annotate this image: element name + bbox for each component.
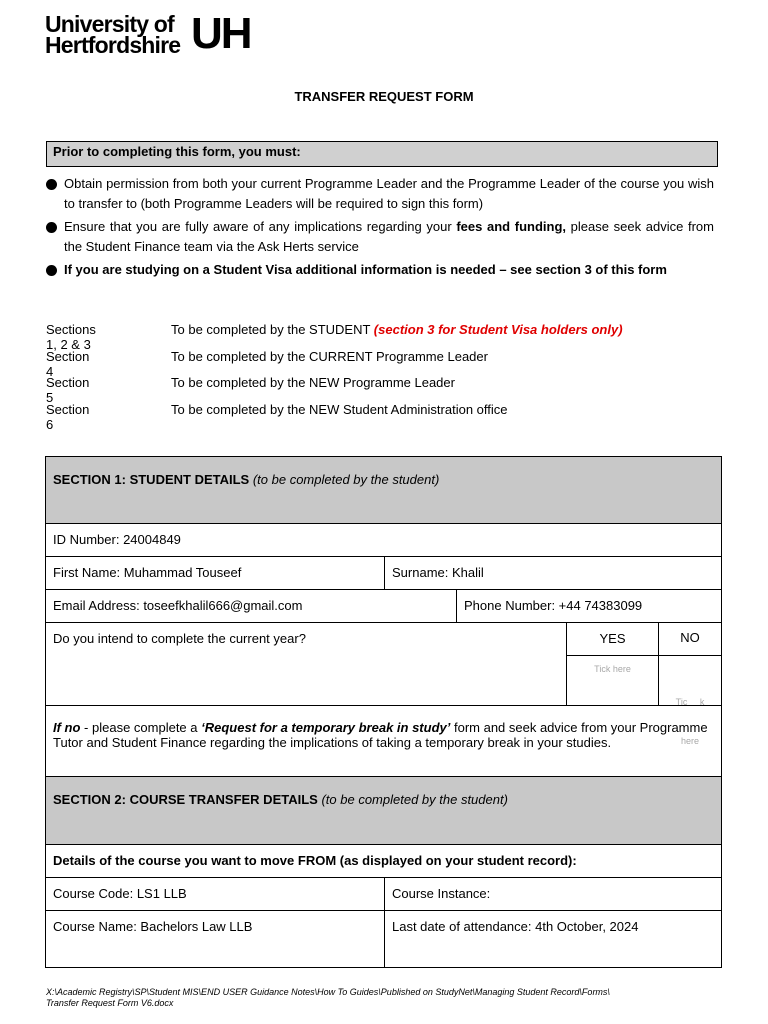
if-no-text-a: - please complete a [80,720,202,735]
section-desc: To be completed by the NEW Programme Leader [171,375,455,390]
requirement-text: Obtain permission from both your current Programme Leader and the Programme Leader of the course you wish to transfer to (both Programme Leaders will be required to sign this form) [64,176,714,211]
requirement-item [46,260,714,280]
section1-header-cell [46,457,721,523]
requirement-item [46,174,714,214]
no-tick-text-2: here [680,736,699,746]
logo-wordmark [45,11,181,58]
if-no-text-b: form and seek advice from your Programme Tutor and Student Finance regarding the implications of taking a temporary break in your studies. [53,720,708,750]
requirements-list [46,174,714,283]
last-attendance-field[interactable]: Last date of attendance: 4th October, 2024 [384,911,721,967]
bullet-icon [46,179,57,190]
if-no-form-name: ‘Request for a temporary break in study’ [201,720,451,735]
no-column [658,623,721,746]
requirement-emphasis: fees and funding, [456,219,567,234]
id-number-row [46,524,721,557]
section1-header [46,457,721,524]
course-code-field[interactable]: Course Code: LS1 LLB [53,886,187,901]
phone-field[interactable]: Phone Number: +44 74383099 [456,590,721,622]
course-name-field[interactable]: Course Name: Bachelors Law LLB [53,919,253,934]
no-label: NO [659,623,721,656]
section-label: Section 6 [46,401,90,432]
student-form-table [45,456,722,968]
footer-path: X:\Academic Registry\SP\Student MIS\END USER Guidance Notes\How To Guides\Published on StudyNet\Managing Student Record\Forms\ [46,987,610,997]
course-from-row [46,845,721,878]
requirement-text: If you are studying on a Student Visa additional information is needed – see section 3 of this form [64,262,667,277]
email-field[interactable]: Email Address: toseefkhalil666@gmail.com [53,598,303,613]
section-desc: To be completed by the CURRENT Programme Leader [171,348,488,364]
course-from-heading: Details of the course you want to move FROM (as displayed on your student record): [53,853,577,868]
university-logo [45,9,275,58]
section-desc-text: To be completed by the STUDENT [171,322,374,337]
yes-column [566,623,658,705]
yes-label: YES [567,623,658,656]
if-no-row [46,706,721,777]
section2-header [46,777,721,845]
section-label: Sections 1, 2 & 3 [46,322,96,352]
section-desc [171,322,623,337]
prior-requirements-heading: Prior to completing this form, you must: [46,141,718,167]
name-row [46,557,721,590]
section-label: Section 5 [46,375,90,405]
requirement-item [46,217,714,257]
section1-heading: SECTION 1: STUDENT DETAILS [53,472,250,487]
no-tick-text-1: Tic k [675,697,705,707]
logo-uh-mark: UH [191,9,251,58]
bullet-icon [46,222,57,233]
if-no-text [46,706,721,776]
if-no-lead: If no [53,720,81,735]
requirement-text: Ensure that you are fully aware of any implications regarding your [64,219,457,234]
bullet-icon [46,265,57,276]
section-desc: To be completed by the NEW Student Administration office [171,401,508,417]
file-path-footer [46,987,726,1009]
footer-filename: Transfer Request Form V6.docx [46,998,174,1008]
id-number-field[interactable]: ID Number: 24004849 [53,532,181,547]
complete-year-question: Do you intend to complete the current year? [53,631,306,646]
section2-subheading: (to be completed by the student) [321,792,508,807]
section-note: (section 3 for Student Visa holders only) [373,322,623,337]
form-title: TRANSFER REQUEST FORM [294,89,474,104]
course-code-row [46,878,721,911]
yes-tick-box[interactable]: Tick here [594,664,631,674]
course-instance-field[interactable]: Course Instance: [384,878,721,910]
section-label: Section 4 [46,348,90,379]
section2-heading: SECTION 2: COURSE TRANSFER DETAILS [53,792,318,807]
course-name-row [46,911,721,967]
section1-subheading: (to be completed by the student) [252,472,440,487]
section2-header-cell [46,777,721,844]
contact-row [46,590,721,623]
requirement-text: please seek advice from the Student Finance team via the Ask Herts service [64,219,714,254]
logo-line2: Hertfordshire [45,32,181,58]
logo-line1: University of [45,11,174,37]
first-name-field[interactable]: First Name: Muhammad Touseef [53,565,242,580]
surname-field[interactable]: Surname: Khalil [384,557,721,589]
